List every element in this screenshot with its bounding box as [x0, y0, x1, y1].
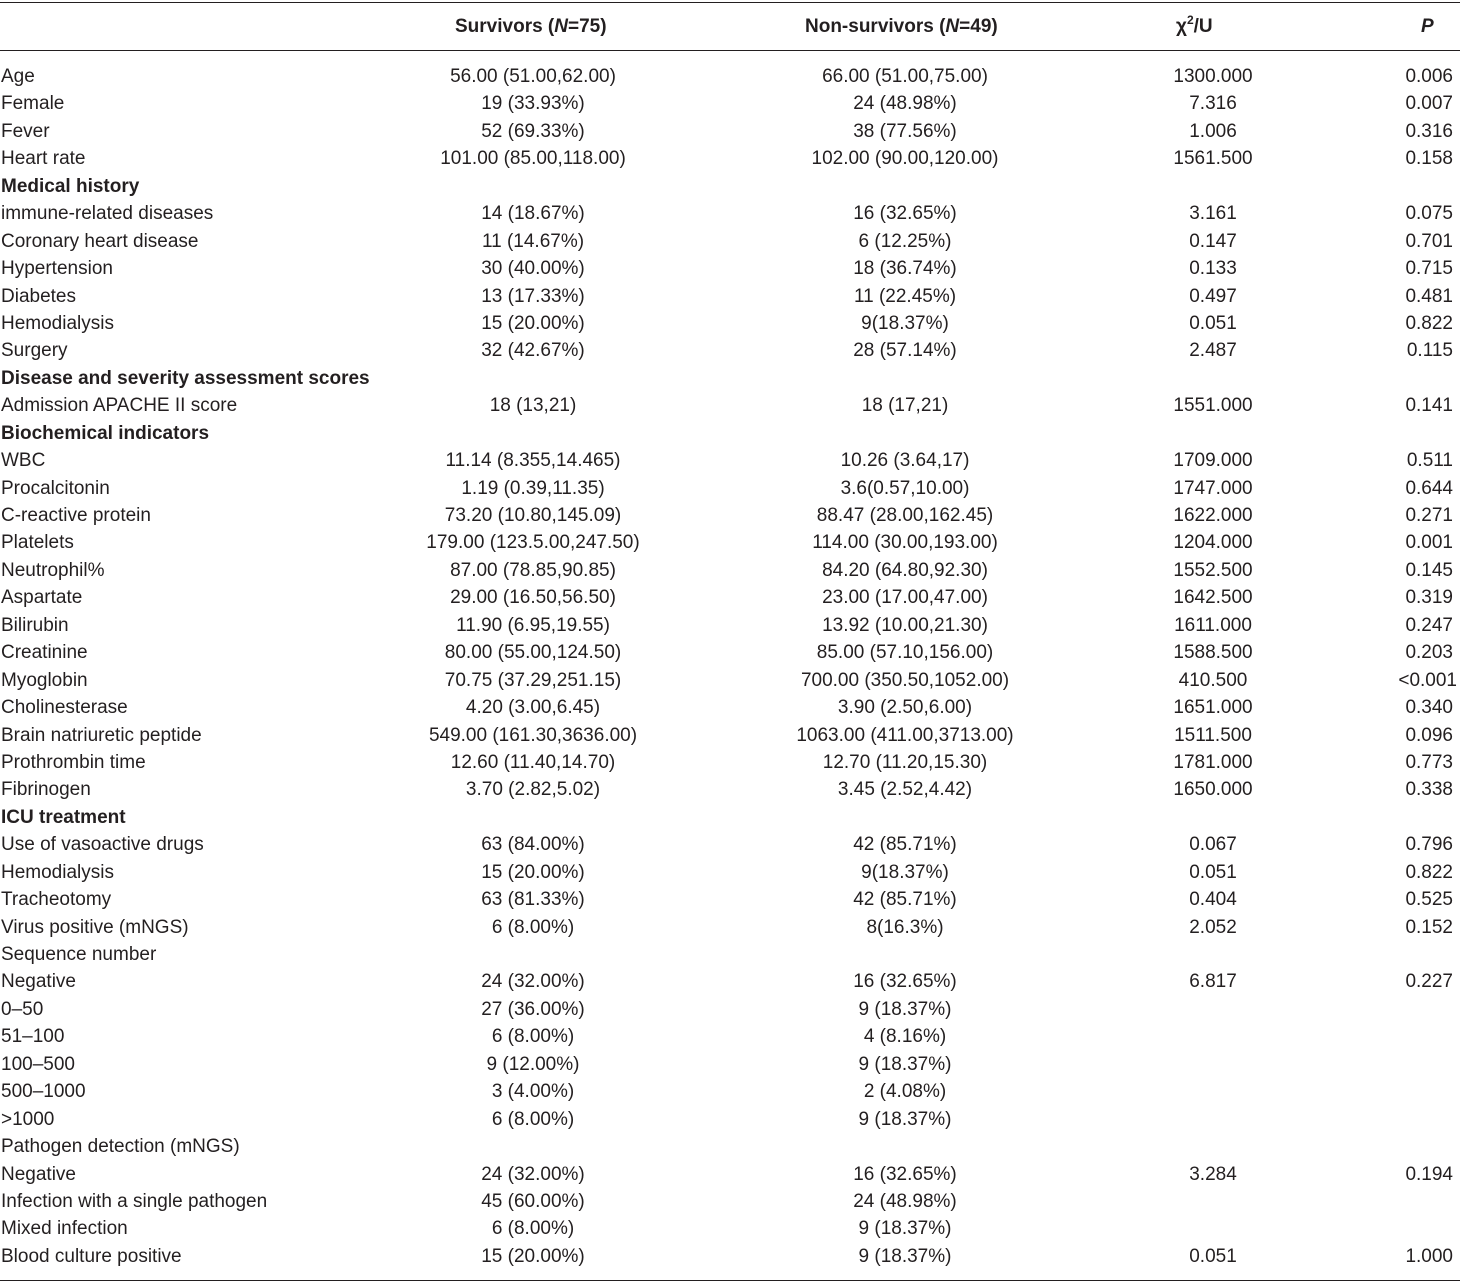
- survivors-cell: 24 (32.00%): [481, 971, 585, 993]
- statistic-cell: 1511.500: [1174, 724, 1252, 746]
- p-value-cell: 1.000: [1405, 1245, 1453, 1267]
- survivors-cell: 56.00 (51.00,62.00): [450, 66, 616, 87]
- survivors-cell: 73.20 (10.80,145.09): [444, 505, 622, 526]
- table-row: [0, 1188, 1460, 1215]
- table-row: [0, 584, 1460, 611]
- non-survivors-cell: 84.20 (64.80,92.30): [822, 559, 988, 581]
- non-survivors-cell: 16 (32.65%): [853, 203, 957, 225]
- p-value-cell: 0.007: [1405, 93, 1453, 115]
- survivors-cell: 549.00 (161.30,3636.00): [428, 724, 638, 746]
- row-label: Female: [1, 93, 65, 115]
- header-survivors: [455, 16, 607, 38]
- table-row: [0, 1051, 1460, 1078]
- table-row: [0, 941, 1460, 968]
- row-label: Surgery: [1, 340, 68, 362]
- p-value-cell: 0.822: [1405, 861, 1453, 883]
- row-label: Hemodialysis: [1, 861, 114, 883]
- table-row: [0, 996, 1460, 1023]
- p-value-cell: 0.481: [1405, 285, 1453, 307]
- survivors-cell: 15 (20.00%): [481, 312, 585, 334]
- row-label: 500–1000: [1, 1081, 86, 1103]
- survivors-cell: 3.70 (2.82,5.02): [465, 779, 601, 801]
- survivors-cell: 13 (17.33%): [481, 285, 585, 307]
- non-survivors-cell: 18 (17,21): [861, 395, 949, 417]
- non-survivors-cell: 13.92 (10.00,21.30): [822, 614, 988, 636]
- p-value-cell: 0.115: [1406, 340, 1453, 362]
- table-bottom-rule: [0, 1280, 1460, 1281]
- header-p-value: P: [1421, 16, 1434, 37]
- non-survivors-cell: 18 (36.74%): [853, 258, 957, 280]
- header-survivors-n: N: [554, 16, 568, 37]
- non-survivors-cell: 24 (48.98%): [853, 93, 957, 115]
- non-survivors-cell: 9(18.37%): [861, 861, 949, 883]
- p-value-cell: 0.096: [1405, 724, 1453, 746]
- survivors-cell: 6 (8.00%): [491, 1026, 575, 1048]
- table-row: [0, 1161, 1460, 1188]
- statistic-cell: 0.051: [1189, 861, 1237, 883]
- survivors-cell: 18 (13,21): [489, 395, 577, 417]
- statistic-cell: 1552.500: [1173, 559, 1253, 581]
- row-label: ICU treatment: [1, 806, 126, 828]
- non-survivors-cell: 9 (18.37%): [858, 1218, 952, 1240]
- statistic-cell: 6.817: [1189, 971, 1237, 993]
- table-row: [0, 63, 1460, 90]
- table-row: [0, 1215, 1460, 1242]
- row-label: Use of vasoactive drugs: [1, 834, 204, 856]
- survivors-cell: 4.20 (3.00,6.45): [465, 697, 601, 719]
- non-survivors-cell: 8(16.3%): [866, 916, 944, 938]
- table-row: [0, 1023, 1460, 1050]
- table-row: [0, 90, 1460, 117]
- p-value-cell: 0.319: [1405, 587, 1453, 609]
- non-survivors-cell: 16 (32.65%): [853, 1163, 957, 1185]
- row-label: 0–50: [1, 998, 44, 1020]
- row-label: Fever: [1, 120, 50, 142]
- p-value-cell: 0.194: [1405, 1163, 1453, 1185]
- statistic-cell: 3.161: [1189, 203, 1237, 225]
- table-row: [0, 502, 1460, 529]
- header-non-prefix: Non-survivors (: [805, 16, 946, 37]
- statistic-cell: 1747.000: [1173, 477, 1253, 499]
- row-label: Myoglobin: [1, 669, 88, 691]
- table-row: [0, 283, 1460, 310]
- row-label: 100–500: [1, 1053, 75, 1075]
- survivors-cell: 52 (69.33%): [481, 120, 585, 142]
- statistic-cell: 1588.500: [1173, 642, 1253, 664]
- header-non-suffix: =49): [959, 16, 998, 37]
- survivors-cell: 1.19 (0.39,11.35): [461, 477, 605, 499]
- header-stat-chi: χ: [1176, 16, 1187, 37]
- p-value-cell: 0.203: [1405, 642, 1453, 664]
- row-label: immune-related diseases: [1, 203, 214, 225]
- p-value-cell: 0.158: [1405, 148, 1453, 170]
- section-heading-row: [0, 420, 1460, 447]
- statistic-cell: 1650.000: [1173, 779, 1253, 801]
- non-survivors-cell: 3.45 (2.52,4.42): [837, 779, 973, 801]
- row-label: Prothrombin time: [1, 751, 146, 773]
- statistic-cell: 1551.000: [1173, 395, 1253, 417]
- statistic-cell: 0.147: [1189, 230, 1237, 252]
- statistic-cell: 1611.000: [1174, 614, 1252, 636]
- survivors-cell: 80.00 (55.00,124.50): [444, 642, 622, 664]
- survivors-cell: 87.00 (78.85,90.85): [450, 559, 616, 581]
- survivors-cell: 63 (84.00%): [481, 834, 585, 856]
- table-row: [0, 145, 1460, 172]
- statistic-cell: 1622.000: [1173, 505, 1253, 526]
- row-label: WBC: [1, 450, 46, 472]
- non-survivors-cell: 6 (12.25%): [858, 230, 952, 252]
- table-row: [0, 228, 1460, 255]
- non-survivors-cell: 23.00 (17.00,47.00): [822, 587, 988, 609]
- table-row: [0, 968, 1460, 995]
- non-survivors-cell: 3.90 (2.50,6.00): [837, 697, 973, 719]
- survivors-cell: 11.90 (6.95,19.55): [456, 614, 610, 636]
- statistic-cell: 0.051: [1189, 1245, 1237, 1267]
- survivors-cell: 101.00 (85.00,118.00): [440, 148, 626, 170]
- p-value-cell: 0.227: [1405, 971, 1453, 993]
- survivors-cell: 30 (40.00%): [481, 258, 585, 280]
- statistic-cell: 1561.500: [1173, 148, 1253, 170]
- survivors-cell: 179.00 (123.5.00,247.50): [426, 532, 640, 554]
- p-value-cell: 0.525: [1405, 889, 1453, 911]
- non-survivors-cell: 42 (85.71%): [853, 834, 957, 856]
- p-value-cell: 0.247: [1405, 614, 1453, 636]
- table-row: [0, 914, 1460, 941]
- row-label: Disease and severity assessment scores: [1, 367, 370, 389]
- survivors-cell: 11 (14.67%): [481, 230, 585, 252]
- table-body: [0, 63, 1460, 1270]
- survivors-cell: 63 (81.33%): [481, 889, 585, 911]
- table-row: [0, 337, 1460, 364]
- survivors-cell: 29.00 (16.50,56.50): [450, 587, 616, 609]
- statistic-cell: 3.284: [1189, 1163, 1237, 1185]
- row-label: Creatinine: [1, 642, 88, 664]
- p-value-cell: 0.773: [1405, 751, 1453, 773]
- survivors-cell: 11.14 (8.355,14.465): [445, 450, 621, 472]
- row-label: Age: [1, 66, 35, 87]
- p-value-cell: 0.701: [1405, 230, 1453, 252]
- table-row: [0, 475, 1460, 502]
- row-label: Cholinesterase: [1, 697, 128, 719]
- section-heading-row: [0, 365, 1460, 392]
- p-value-cell: 0.271: [1405, 505, 1453, 526]
- survivors-cell: 15 (20.00%): [481, 861, 585, 883]
- header-non-survivors: [805, 16, 998, 38]
- table-row: [0, 1106, 1460, 1133]
- table-row: [0, 200, 1460, 227]
- statistic-cell: 1.006: [1189, 120, 1237, 142]
- survivors-cell: 27 (36.00%): [481, 998, 585, 1020]
- header-stat-rest: /U: [1193, 16, 1213, 37]
- p-value-cell: 0.075: [1405, 203, 1453, 225]
- survivors-cell: 12.60 (11.40,14.70): [450, 751, 616, 773]
- row-label: Heart rate: [1, 148, 86, 170]
- non-survivors-cell: 2 (4.08%): [863, 1081, 947, 1103]
- section-heading-row: [0, 173, 1460, 200]
- row-label: Hemodialysis: [1, 312, 114, 334]
- p-value-cell: 0.644: [1405, 477, 1453, 499]
- row-label: Admission APACHE II score: [1, 395, 238, 417]
- row-label: Platelets: [1, 532, 74, 554]
- table-row: [0, 722, 1460, 749]
- non-survivors-cell: 114.00 (30.00,193.00): [812, 532, 998, 554]
- row-label: Diabetes: [1, 285, 76, 307]
- p-value-cell: 0.511: [1406, 450, 1453, 472]
- row-label: Tracheotomy: [1, 889, 112, 911]
- row-label: Bilirubin: [1, 614, 69, 636]
- non-survivors-cell: 9 (18.37%): [858, 998, 952, 1020]
- row-label: Virus positive (mNGS): [1, 916, 189, 938]
- p-value-cell: <0.001: [1398, 669, 1457, 691]
- table-row: [0, 667, 1460, 694]
- survivors-cell: 45 (60.00%): [481, 1190, 585, 1212]
- row-label: Biochemical indicators: [1, 422, 210, 444]
- p-value-cell: 0.338: [1405, 779, 1453, 801]
- survivors-cell: 9 (12.00%): [486, 1053, 580, 1075]
- statistic-cell: 2.487: [1189, 340, 1237, 362]
- p-value-cell: 0.145: [1405, 559, 1453, 581]
- table-row: [0, 859, 1460, 886]
- non-survivors-cell: 9 (18.37%): [858, 1108, 952, 1130]
- non-survivors-cell: 3.6(0.57,10.00): [840, 477, 970, 499]
- table-header: [0, 10, 1460, 44]
- statistic-cell: 1300.000: [1173, 66, 1253, 87]
- row-label: Hypertension: [1, 258, 113, 280]
- statistic-cell: 1642.500: [1173, 587, 1253, 609]
- non-survivors-cell: 11 (22.45%): [853, 285, 957, 307]
- row-label: >1000: [1, 1108, 55, 1130]
- table-row: [0, 392, 1460, 419]
- row-label: Pathogen detection (mNGS): [1, 1136, 240, 1158]
- row-label: Negative: [1, 971, 76, 993]
- header-survivors-suffix: =75): [568, 16, 607, 37]
- header-survivors-prefix: Survivors (: [455, 16, 555, 37]
- statistic-cell: 0.404: [1189, 889, 1237, 911]
- p-value-cell: 0.796: [1405, 834, 1453, 856]
- statistic-cell: 2.052: [1189, 916, 1237, 938]
- row-label: Mixed infection: [1, 1218, 128, 1240]
- table-row: [0, 886, 1460, 913]
- row-label: Infection with a single pathogen: [1, 1190, 268, 1212]
- survivors-cell: 6 (8.00%): [491, 1218, 575, 1240]
- survivors-cell: 70.75 (37.29,251.15): [444, 669, 622, 691]
- header-statistic: [1176, 13, 1213, 38]
- table-top-rule: [0, 2, 1460, 3]
- table-row: [0, 1133, 1460, 1160]
- section-heading-row: [0, 804, 1460, 831]
- table-row: [0, 118, 1460, 145]
- row-label: 51–100: [1, 1026, 65, 1048]
- p-value-cell: 0.822: [1405, 312, 1453, 334]
- p-value-cell: 0.340: [1405, 697, 1453, 719]
- non-survivors-cell: 88.47 (28.00,162.45): [816, 505, 994, 526]
- survivors-cell: 19 (33.93%): [481, 93, 585, 115]
- statistic-cell: 1781.000: [1173, 751, 1253, 773]
- row-label: Coronary heart disease: [1, 230, 199, 252]
- survivors-cell: 15 (20.00%): [481, 1245, 585, 1267]
- survivors-cell: 32 (42.67%): [481, 340, 585, 362]
- statistic-cell: 0.051: [1189, 312, 1237, 334]
- table-row: [0, 776, 1460, 803]
- non-survivors-cell: 9(18.37%): [861, 312, 949, 334]
- statistic-cell: 0.133: [1189, 258, 1237, 280]
- table-row: [0, 1078, 1460, 1105]
- statistic-cell: 0.067: [1189, 834, 1237, 856]
- statistic-cell: 0.497: [1189, 285, 1237, 307]
- row-label: Brain natriuretic peptide: [1, 724, 202, 746]
- row-label: Neutrophil%: [1, 559, 105, 581]
- p-value-cell: 0.316: [1405, 120, 1453, 142]
- non-survivors-cell: 9 (18.37%): [858, 1053, 952, 1075]
- table-row: [0, 639, 1460, 666]
- survivors-cell: 3 (4.00%): [491, 1081, 575, 1103]
- non-survivors-cell: 85.00 (57.10,156.00): [816, 642, 994, 664]
- non-survivors-cell: 24 (48.98%): [853, 1190, 957, 1212]
- row-label: Fibrinogen: [1, 779, 91, 801]
- non-survivors-cell: 700.00 (350.50,1052.00): [800, 669, 1010, 691]
- survivors-cell: 14 (18.67%): [481, 203, 585, 225]
- p-value-cell: 0.141: [1405, 395, 1453, 417]
- p-value-cell: 0.006: [1405, 66, 1453, 87]
- p-value-cell: 0.001: [1405, 532, 1453, 554]
- table-row: [0, 694, 1460, 721]
- table-row: [0, 529, 1460, 556]
- non-survivors-cell: 102.00 (90.00,120.00): [811, 148, 999, 170]
- table-row: [0, 831, 1460, 858]
- non-survivors-cell: 9 (18.37%): [858, 1245, 952, 1267]
- header-non-n: N: [945, 16, 960, 37]
- survivors-cell: 6 (8.00%): [491, 916, 575, 938]
- row-label: Procalcitonin: [1, 477, 110, 499]
- statistic-cell: 1204.000: [1173, 532, 1253, 554]
- row-label: Blood culture positive: [1, 1245, 182, 1267]
- p-value-cell: 0.715: [1405, 258, 1453, 280]
- table-row: [0, 1243, 1460, 1270]
- table-row: [0, 749, 1460, 776]
- statistic-cell: 410.500: [1178, 669, 1248, 691]
- non-survivors-cell: 4 (8.16%): [863, 1026, 947, 1048]
- non-survivors-cell: 1063.00 (411.00,3713.00): [796, 724, 1014, 746]
- statistic-cell: 1651.000: [1173, 697, 1253, 719]
- survivors-cell: 24 (32.00%): [481, 1163, 585, 1185]
- non-survivors-cell: 28 (57.14%): [853, 340, 957, 362]
- row-label: C-reactive protein: [1, 505, 151, 526]
- non-survivors-cell: 12.70 (11.20,15.30): [822, 751, 988, 773]
- statistic-cell: 7.316: [1189, 93, 1237, 115]
- non-survivors-cell: 42 (85.71%): [853, 889, 957, 911]
- table-row: [0, 310, 1460, 337]
- table-row: [0, 612, 1460, 639]
- non-survivors-cell: 16 (32.65%): [853, 971, 957, 993]
- survivors-cell: 6 (8.00%): [491, 1108, 575, 1130]
- row-label: Aspartate: [1, 587, 83, 609]
- row-label: Negative: [1, 1163, 76, 1185]
- non-survivors-cell: 10.26 (3.64,17): [840, 450, 970, 472]
- table-row: [0, 255, 1460, 282]
- table-row: [0, 447, 1460, 474]
- row-label: Sequence number: [1, 944, 157, 965]
- row-label: Medical history: [1, 175, 140, 197]
- p-value-cell: 0.152: [1405, 916, 1453, 938]
- header-stat-sup: 2: [1186, 13, 1194, 27]
- non-survivors-cell: 38 (77.56%): [853, 120, 957, 142]
- table-row: [0, 557, 1460, 584]
- non-survivors-cell: 66.00 (51.00,75.00): [822, 66, 988, 87]
- statistic-cell: 1709.000: [1173, 450, 1253, 472]
- header-divider-rule: [0, 50, 1460, 51]
